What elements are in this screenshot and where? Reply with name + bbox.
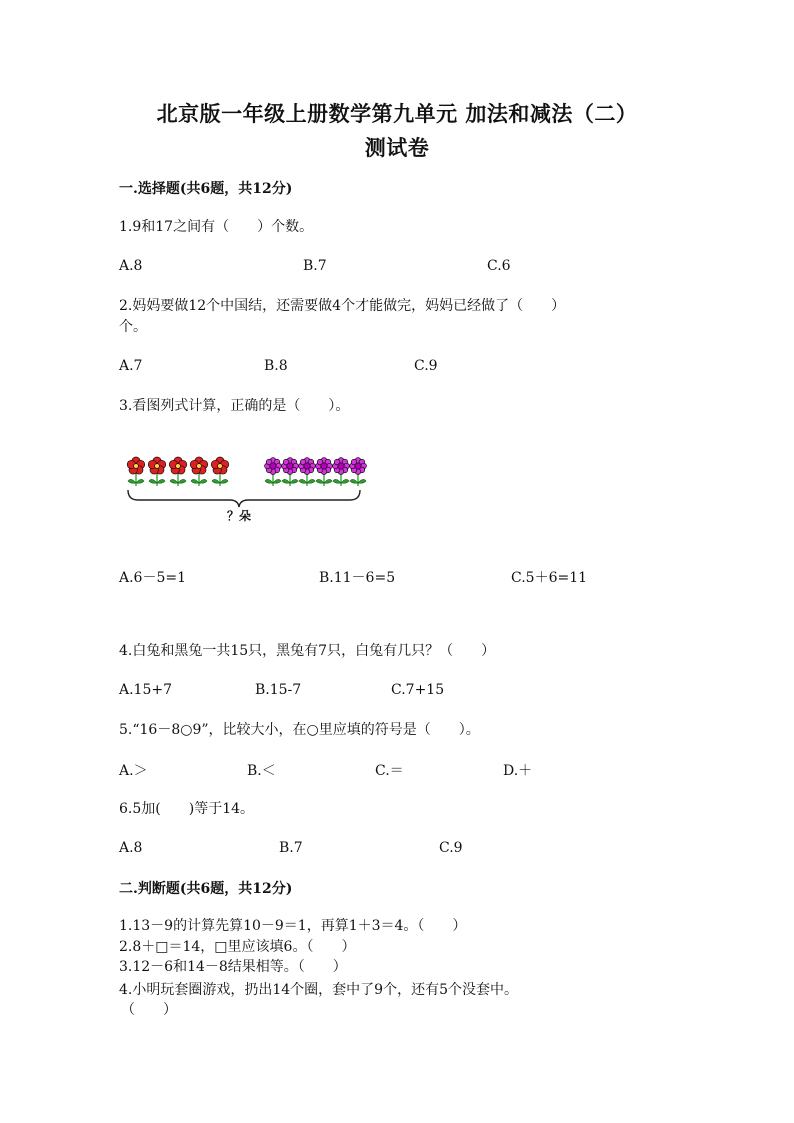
- q6-option-a: A.8: [119, 840, 143, 856]
- judgement-1: 1.13－9的计算先算10－9＝1，再算1＋3＝4。（ ）: [119, 918, 467, 934]
- section-heading-judgement: 二.判断题(共6题，共12分): [119, 881, 293, 897]
- question-5: 5.“16－8○9”，比较大小，在○里应填的符号是（ ）。: [119, 722, 480, 738]
- red-flower: [190, 457, 208, 486]
- red-flower: [127, 457, 145, 486]
- judgement-4-line1: 4.小明玩套圈游戏，扔出14个圈，套中了9个，还有5个没套中。: [119, 982, 518, 998]
- judgement-4-line2: （ ）: [121, 1002, 177, 1018]
- question-2-line2: 个。: [119, 319, 147, 335]
- q1-option-a: A.8: [119, 258, 143, 274]
- section-heading-choice: 一.选择题(共6题，共12分): [119, 181, 293, 197]
- q4-option-a: A.15+7: [119, 682, 173, 698]
- q4-option-b: B.15-7: [255, 682, 302, 698]
- q6-option-c: C.9: [439, 840, 463, 856]
- q2-option-a: A.7: [119, 358, 143, 374]
- q5-option-d: D.＋: [503, 763, 533, 779]
- pink-flower: [350, 458, 367, 486]
- red-flower: [211, 457, 229, 486]
- q3-option-b: B.11－6=5: [319, 570, 396, 586]
- q1-option-c: C.6: [487, 258, 511, 274]
- red-flower-group: [127, 457, 229, 486]
- pink-flower: [316, 458, 333, 486]
- red-flower: [169, 457, 187, 486]
- judgement-2: 2.8＋□＝14，□里应该填6。（ ）: [119, 939, 356, 955]
- red-flower: [148, 457, 166, 486]
- q3-option-a: A.6－5=1: [119, 570, 187, 586]
- question-2-line1: 2.妈妈要做12个中国结，还需要做4个才能做完，妈妈已经做了（ ）: [119, 298, 566, 314]
- page-subtitle: 测试卷: [364, 135, 430, 160]
- q4-option-c: C.7+15: [391, 682, 445, 698]
- q5-option-b: B.＜: [247, 763, 276, 779]
- brace-label: ？朵: [226, 509, 252, 523]
- brace: [128, 490, 360, 507]
- pink-flower: [282, 458, 299, 486]
- flower-figure: [118, 448, 378, 528]
- judgement-3: 3.12－6和14－8结果相等。（ ）: [119, 959, 347, 975]
- question-4: 4.白兔和黑兔一共15只，黑兔有7只，白兔有几只？（ ）: [119, 643, 496, 659]
- pink-flower: [265, 458, 282, 486]
- q3-option-c: C.5＋6=11: [511, 570, 588, 586]
- pink-flower: [299, 458, 316, 486]
- question-3: 3.看图列式计算，正确的是（ ）。: [119, 398, 350, 414]
- q5-option-a: A.＞: [119, 763, 148, 779]
- question-6: 6.5加( )等于14。: [119, 801, 255, 817]
- pink-flower: [333, 458, 350, 486]
- q2-option-c: C.9: [414, 358, 438, 374]
- q5-option-c: C.＝: [375, 763, 404, 779]
- q1-option-b: B.7: [303, 258, 327, 274]
- page-title: 北京版一年级上册数学第九单元 加法和减法（二）: [156, 101, 638, 126]
- pink-flower-group: [265, 458, 367, 486]
- q2-option-b: B.8: [264, 358, 288, 374]
- q6-option-b: B.7: [279, 840, 303, 856]
- question-1: 1.9和17之间有（ ）个数。: [119, 219, 314, 235]
